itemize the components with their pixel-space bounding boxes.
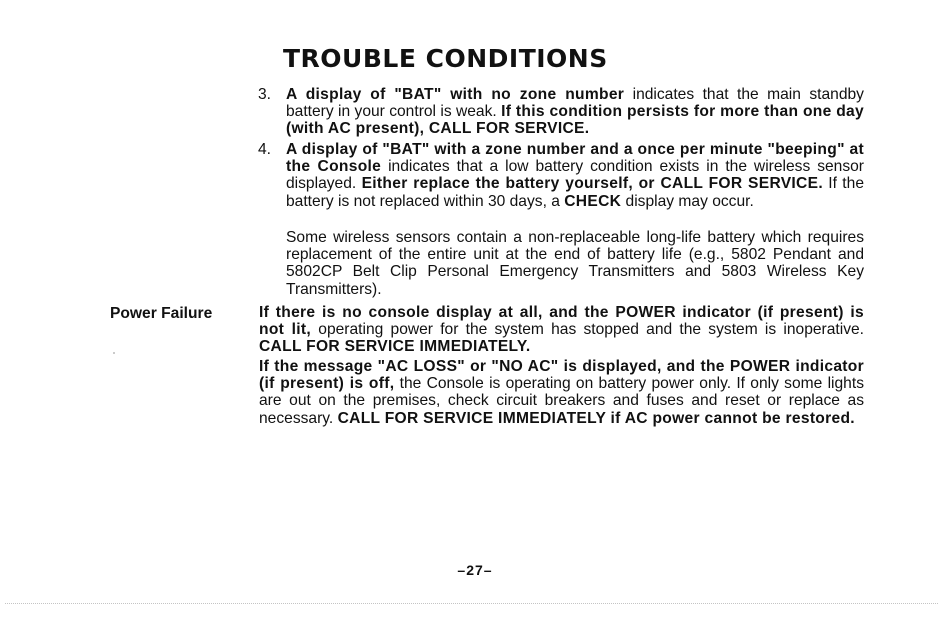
page-number: –27– <box>457 562 493 578</box>
plain-phrase: operating power for the system has stopped and the system is inoperative. <box>311 321 865 339</box>
scan-edge-line <box>5 603 938 604</box>
bold-phrase: A display of "BAT" with a zone number and a once per minute "beeping" at the Console <box>286 141 864 176</box>
page-title: TROUBLE CONDITIONS <box>283 44 608 73</box>
bold-phrase: Either replace the battery yourself, or CALL FOR SERVICE. <box>361 175 823 193</box>
plain-phrase: indicates that the main standby battery in your control is weak. <box>286 86 864 121</box>
bold-phrase: CALL FOR SERVICE IMMEDIATELY. <box>259 338 531 356</box>
bold-phrase: If this condition persists for more than one day (with AC present), CALL FOR SERVICE. <box>286 103 864 138</box>
item-text <box>286 86 864 138</box>
plain-phrase: indicates that a low battery condition exists in the wireless sensor displayed. <box>286 158 864 193</box>
scan-speck <box>113 352 115 354</box>
list-item-4 <box>258 141 864 210</box>
bold-phrase: If there is no console display at all, and the POWER indicator (if present) is not lit, <box>259 304 864 339</box>
power-failure-paragraph-2 <box>259 358 864 427</box>
bold-phrase: CALL FOR SERVICE IMMEDIATELY if AC power cannot be restored. <box>337 409 855 427</box>
item-number: 4. <box>258 141 272 158</box>
plain-phrase: the Console is operating on battery power only. If only some lights are out on the premises, check circuit breakers and fuses and reset or replace as necessary. <box>259 375 864 427</box>
bold-phrase: CHECK <box>564 192 622 210</box>
item-text <box>286 141 864 210</box>
bold-phrase: A display of "BAT" with no zone number <box>286 86 625 103</box>
section-label-power-failure: Power Failure <box>110 305 213 322</box>
list-item-3 <box>258 86 864 138</box>
plain-phrase: If the battery is not replaced within 30 days, a <box>286 175 864 210</box>
power-failure-paragraph-1 <box>259 304 864 356</box>
note-paragraph: Some wireless sensors contain a non-replaceable long-life battery which requires replacement of the entire unit at the end of battery life (e.g., 5802 Pendant and 5802CP Belt Clip Personal Emergency Transmitters and 5803 Wireless Key Transmitters). <box>286 229 864 298</box>
bold-phrase: If the message "AC LOSS" or "NO AC" is displayed, and the POWER indicator (if present) is off, <box>259 358 864 393</box>
item-number: 3. <box>258 86 272 103</box>
plain-phrase: display may occur. <box>621 192 754 210</box>
